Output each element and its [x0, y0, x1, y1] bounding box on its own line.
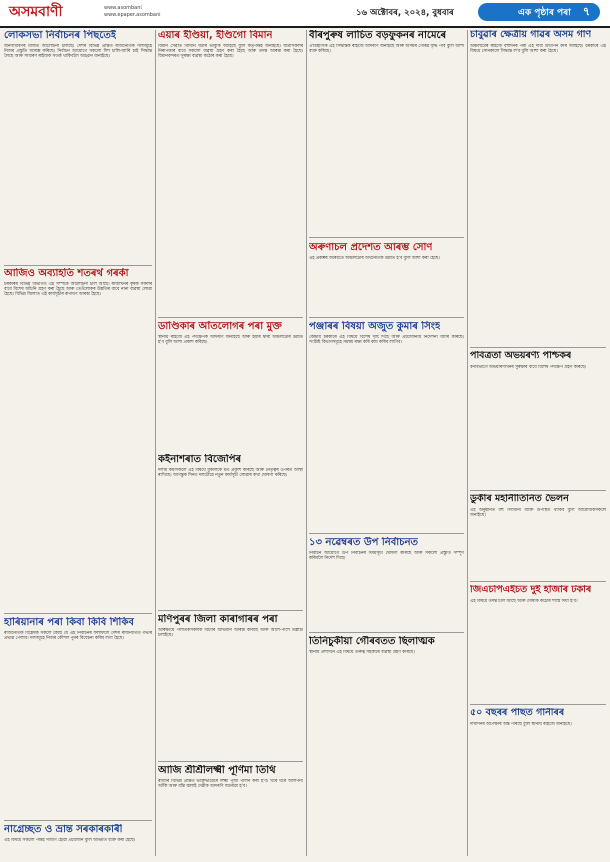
- newspaper-logo: অসমবাণী: [9, 4, 63, 20]
- article-divider: [309, 632, 464, 633]
- article-text: কেন্দ্ৰীয় চৰকাৰে এই বিষয়ে বিশেষ দৃষ্টি দিছে আৰু প্ৰয়োজনীয় নিৰ্দেশনা জাৰি কৰিছে। সংশ্লিষ্ট বিভাগসমূহে সমন্বয় ৰক্ষা কৰি কাম কৰিব লাগিব।: [309, 335, 464, 346]
- article-divider: [158, 610, 303, 611]
- article-text: ঐতিহাসিক এই সিদ্ধান্তক ৰাইজে আদৰণি জনাইছে আৰু অসমৰ গৌৰৱ বৃদ্ধি পাব বুলি আশা ব্যক্ত কৰিছে।: [309, 44, 464, 55]
- article-headline[interactable]: পবিত্ৰতা অভয়ৰণ্য পশ্চিকৰ: [470, 351, 572, 361]
- page-number: ৭: [582, 5, 590, 18]
- article-body: [4, 838, 152, 856]
- article-text: বিমান সেৱাত বিঘিনি ঘটাৰ ভাবুকি আহিছে বুলি কৰ্তৃপক্ষই জনাইছে। যাত্ৰীসকলৰ নিৰাপত্তাৰ বাবে সকলো ব্যৱস্থা গ্ৰহণ কৰা হৈছে আৰু তদন্ত আৰম্ভ কৰা হৈছে। বিমানবন্দৰত সুৰক্ষা ব্যৱস্থা কঠোৰ কৰা হৈছে।: [158, 44, 303, 60]
- article-body: [4, 282, 152, 610]
- article-headline[interactable]: ডুকীৰ মহানীতিনিত ভৈলন: [470, 494, 569, 504]
- article-divider: [309, 237, 464, 238]
- article-body: [158, 628, 303, 758]
- article-text: জনসাধাৰণৰ মাজত আলোচনা চলিছে। দেশৰ বিভিন্ন প্ৰান্তত ৰাজনৈতিক দলসমূহে নিজৰ প্ৰস্তুতি আৰম্ভ কৰিছে। নিৰ্বাচন আয়োগে সকলো দিশ চালি-জাৰি চাই সিদ্ধান্ত লৈছে আৰু সাধাৰণ ৰাইজক সতৰ্ক থাকিবলৈ আহ্বান জনাইছে।: [4, 44, 152, 60]
- article-text: ৰাজ্যৰ বিভিন্ন প্ৰান্তত ভক্তিভাৱেৰে লক্ষ্মী পূজা পালন কৰা হ'ব। ঘৰে ঘৰে আলপনা আঁকি আৰু বন্তি জ্বলাই দেৱীক আদৰণি জনোৱা হ'ব।: [158, 779, 303, 790]
- article-headline[interactable]: ১৩ নৱেম্বৰত উপ নিৰ্বাচনত: [309, 537, 419, 548]
- article-body: [470, 44, 606, 344]
- article-body: [470, 508, 606, 578]
- article-divider: [470, 704, 606, 705]
- article-divider: [158, 317, 303, 318]
- article-text: দলীয় কৰ্মীসকলে এই বিষয়ে মুকলিকৈ মত প্ৰকাশ কৰিছে আৰু নেতৃত্বৰ ওপৰত আস্থা ৰাখিছে। আগন্তুক দিনত দলটোৱে নতুন কাৰ্যসূচী লোৱাৰ কথা ঘোষণা কৰিছে।: [158, 468, 303, 479]
- article-headline[interactable]: মণিপুৰৰ জিলা কাৰাগাৰৰ পৰা: [158, 614, 278, 625]
- article-body: [470, 365, 606, 487]
- article-body: [158, 468, 303, 608]
- article-divider: [4, 613, 152, 614]
- article-divider: [470, 490, 606, 491]
- article-text: নিৰ্বাচন আয়োগে উপ নিৰ্বাচনৰ সময়সূচী ঘোষণা কৰিছে আৰু সকলো প্ৰস্তুতি সম্পূৰ্ণ কৰিবলৈ নিৰ্দেশ দিছে।: [309, 551, 464, 562]
- issue-date: ১৬ অক্টোবৰ, ২০২৪, বুধবাৰ: [356, 8, 454, 18]
- article-body: [309, 551, 464, 629]
- article-text: অঞ্চলটোৰ ৰাইজে বহুদিনৰ পৰা এই দাবী উত্থাপন কৰি আহিছে। চৰকাৰে এই বিষয়ে সোনকালে সিদ্ধান্ত ল'ব বুলি আশা কৰা হৈছে।: [470, 44, 606, 55]
- epaper-link[interactable]: www.epaper.asombani: [104, 12, 161, 18]
- article-text: এই বিষয়ে তদন্ত চলি আছে আৰু দোষীক কঠোৰ শাস্তি দিয়া হ'ব।: [470, 599, 578, 604]
- article-headline[interactable]: আজিও অব্যাহতি শতৰৰ্থ গৰৰ্কা: [4, 268, 129, 279]
- article-divider: [309, 533, 464, 534]
- column-rule: [467, 30, 468, 856]
- article-headline[interactable]: চাবুৱাৰ ক্ষেত্ৰীয় গাঁৱৰ অসম গাঁণ: [470, 30, 592, 40]
- article-body: [309, 650, 464, 856]
- article-body: [309, 335, 464, 530]
- page-tag: [478, 3, 600, 21]
- article-headline[interactable]: ৫০ বছৰৰ পাছত গানীৰৰ: [470, 708, 565, 718]
- masthead: [0, 0, 610, 28]
- article-body: [158, 44, 303, 314]
- article-text: এই প্ৰকল্পৰ জৰিয়তে অঞ্চলটোৰ অৰ্থনৈতিক উন্নতি হ'ব বুলি আশা কৰা হৈছে।: [309, 256, 440, 261]
- article-divider: [470, 347, 606, 348]
- article-text: এই বিষয়ে সকলো পক্ষই সজাগ হোৱা প্ৰয়োজন বুলি অভিমত ব্যক্ত কৰা হৈছে।: [4, 838, 136, 843]
- article-divider: [158, 761, 303, 762]
- article-headline[interactable]: আজি শ্ৰীশ্ৰীলক্ষ্মী পূৰ্ণিমা তিথি: [158, 765, 276, 776]
- article-text: স্থানীয় প্ৰশাসনে এই বিষয়ে গুৰুত্ব সহকাৰে ব্যৱস্থা গ্ৰহণ কৰিছে।: [309, 650, 415, 655]
- article-text: স্থানীয় ৰাইজে এই পদক্ষেপক আদৰণি জনাইছে আৰু ইয়াৰ দ্বাৰা অঞ্চলটোৰ উন্নতি হ'ব বুলি আশা প্ৰকাশ কৰিছে।: [158, 335, 303, 346]
- article-headline[interactable]: জিএচপিএইচত দুই হাজাৰ টকাৰ: [470, 585, 592, 595]
- article-body: [309, 44, 464, 234]
- article-headline[interactable]: এয়াৰ ইণ্ডিয়া, ইণ্ডিগো বিমান: [158, 30, 273, 41]
- article-divider: [309, 317, 464, 318]
- column-rule: [306, 30, 307, 856]
- article-divider: [470, 581, 606, 582]
- article-headline[interactable]: নাগ্ৰেচ্ছত ও ভ্ৰান্ত সৰকাৰকাৰী: [4, 824, 123, 835]
- article-text: আৰক্ষীয়ে পলাতকসকলক বিচাৰি অভিযান আৰম্ভ কৰিছে আৰু আশে-পাশে তল্লাচী চলাইছে।: [158, 628, 303, 639]
- column-3: [309, 30, 464, 856]
- column-2: [158, 30, 303, 856]
- article-headline[interactable]: বীৰপুৰুষ লাচিত বড়ফুকনৰ নামেৰে: [309, 30, 447, 41]
- article-body: [470, 599, 606, 701]
- article-body: [4, 44, 152, 262]
- column-rule: [155, 30, 156, 856]
- article-headline[interactable]: কইনাশৰাত বিজেপিৰ: [158, 454, 242, 465]
- article-body: [158, 335, 303, 453]
- article-text: বনবিভাগে অভয়াৰণ্যখনৰ সুৰক্ষাৰ বাবে বিশেষ পদক্ষেপ গ্ৰহণ কৰিছে।: [470, 365, 587, 370]
- article-headline[interactable]: ডাণ্ডিকাৰ আঁতলোগৰ পৰা মুক্ত: [158, 321, 282, 332]
- column-1: [4, 30, 152, 856]
- article-text: চৰকাৰৰ বিভিন্ন বিভাগত এই সম্পৰ্কে আলোচনা চলি আছে। ৰাজ্যখনৰ কৃষক সকলৰ বাবে বিশেষ আঁচনি গ্ৰহণ কৰা হৈছে আৰু তেওঁলোকৰ উন্নতিৰ বাবে নানা ব্যৱস্থা লোৱা হৈছে। বিভিন্ন জিলাত এই কাৰ্যসূচীৰ ৰূপায়ণ আৰম্ভ হৈছে।: [4, 282, 152, 298]
- article-body: [470, 722, 606, 856]
- article-divider: [4, 265, 152, 266]
- logo-subtitle: [104, 5, 161, 19]
- column-4: [470, 30, 606, 856]
- website-link[interactable]: www.asombani: [104, 5, 142, 11]
- article-text: দীৰ্ঘদিনৰ অপেক্ষাৰ অন্ত পৰিছে বুলি স্থানীয় ৰাইজে জনাইছে।: [470, 722, 572, 727]
- article-headline[interactable]: তিনিচুকীয়া গৌৰবতত ছিলাত্মক: [309, 636, 435, 647]
- article-body: [309, 256, 464, 314]
- article-body: [4, 631, 152, 817]
- article-headline[interactable]: অৰুণাচল প্ৰদেশত আৰম্ভ সোণ: [309, 242, 433, 253]
- article-text: এই অনুষ্ঠানত বহু গণ্যমান্য ব্যক্তি উপস্থিত থাকিব বুলি আয়োজকসকলে জনাইছে।: [470, 508, 606, 519]
- article-headline[interactable]: হাৰিয়ানাৰ পৰা কিবা কিবি শিকিব: [4, 617, 134, 628]
- article-headline[interactable]: লোকসভা নিৰ্বাচনৰ পিছতেই: [4, 30, 117, 41]
- article-divider: [4, 820, 152, 821]
- article-body: [158, 779, 303, 856]
- page-label: এক পৃষ্ঠাৰ পৰা: [517, 8, 571, 18]
- article-headline[interactable]: পঞ্জাৰৰ বিষয়া অজুত কুমাৰ সিংহ: [309, 321, 441, 332]
- article-text: ৰাজনৈতিক বিশ্লেষক সকলে কৈছে যে এই নিৰ্বাচনৰ ফলাফলে দেশৰ ৰাজনীতিত গভীৰ প্ৰভাৱ পেলাব। দলসমূহে নিজৰ কৌশল পুনৰ বিবেচনা কৰিব লগা হৈছে।: [4, 631, 152, 642]
